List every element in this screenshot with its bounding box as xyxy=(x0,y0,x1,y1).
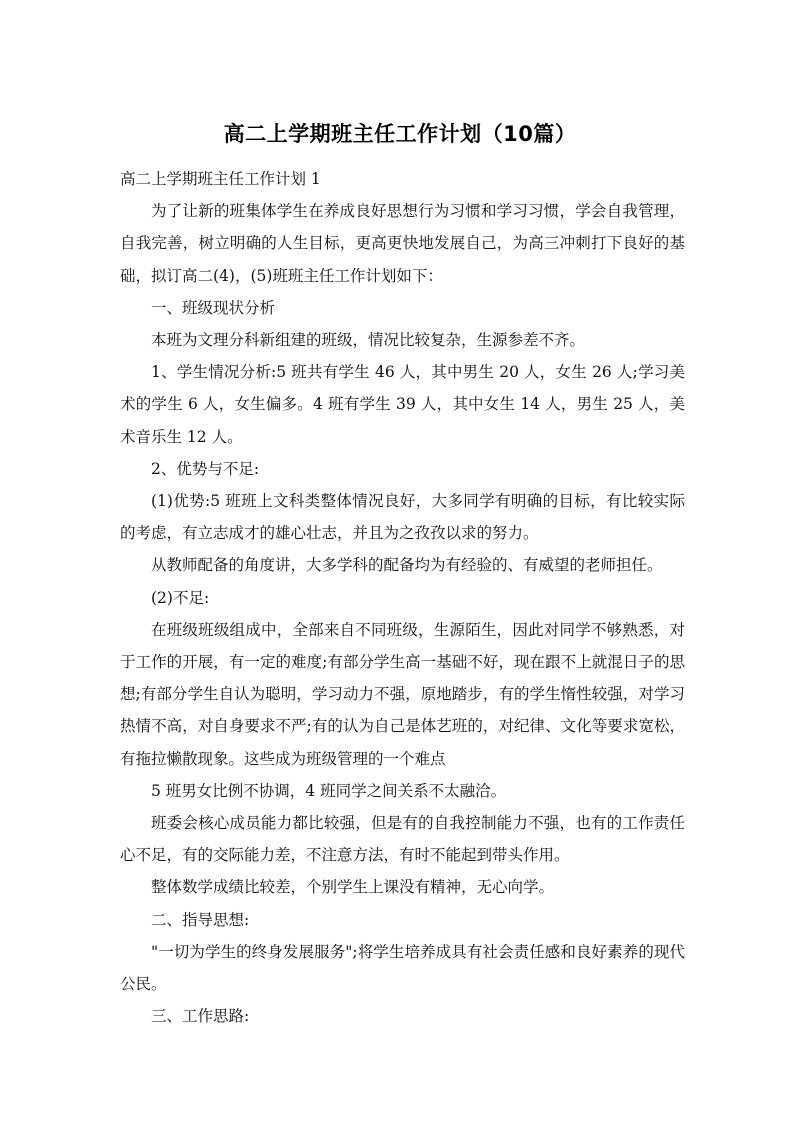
section-heading: 三、工作思路: xyxy=(151,1007,250,1026)
body-paragraph: 1、学生情况分析:5 班共有学生 46 人，其中男生 20 人，女生 26 人;学习美术的学生 6 人，女生偏多。4 班有学生 39 人，其中女生 14 人，男生 25 人，美术音乐生 12 人。 xyxy=(120,363,685,446)
subsection-heading: 2、优势与不足: xyxy=(151,459,260,478)
section-heading: 一、班级现状分析 xyxy=(151,298,276,317)
document-body xyxy=(120,163,685,1032)
body-paragraph: 整体数学成绩比较差，个别学生上课没有精神，无心向学。 xyxy=(151,878,555,897)
body-paragraph: 为了让新的班集体学生在养成良好思想行为习惯和学习习惯，学会自我管理，自我完善，树立明确的人生目标，更高更快地发展自己，为高三冲刺打下良好的基础，拟订高二(4)，(5)班班主任工作计划如下： xyxy=(120,202,685,285)
section-heading: 二、指导思想: xyxy=(151,910,250,929)
body-paragraph: "一切为学生的终身发展服务";将学生培养成具有社会责任感和良好素养的现代公民。 xyxy=(120,942,685,994)
body-paragraph: 在班级班级组成中，全部来自不同班级，生源陌生，因此对同学不够熟悉，对于工作的开展，有一定的难度;有部分学生高一基础不好，现在跟不上就混日子的思想;有部分学生自认为聪明，学习动力不强，原地踏步，有的学生惰性较强，对学习热情不高，对自身要求不严;有的认为自己是体艺班的，对纪律、文化等要求宽松，有拖拉懒散现象。这些成为班级管理的一个难点 xyxy=(120,620,685,768)
subsection-heading: (2)不足: xyxy=(151,588,210,607)
body-paragraph: 5 班男女比例不协调，4 班同学之间关系不太融洽。 xyxy=(151,781,507,800)
body-paragraph: 从教师配备的角度讲，大多学科的配备均为有经验的、有威望的老师担任。 xyxy=(151,556,663,575)
body-paragraph: 班委会核心成员能力都比较强，但是有的自我控制能力不强，也有的工作责任心不足，有的交际能力差，不注意方法，有时不能起到带头作用。 xyxy=(120,814,685,865)
body-paragraph: (1)优势:5 班班上文科类整体情况良好，大多同学有明确的目标，有比较实际的考虑，有立志成才的雄心壮志，并且为之孜孜以求的努力。 xyxy=(120,492,685,543)
document-title: 高二上学期班主任工作计划（10篇） xyxy=(223,122,577,146)
subtitle-paragraph: 高二上学期班主任工作计划 1 xyxy=(120,170,321,188)
body-paragraph: 本班为文理分科新组建的班级，情况比较复杂，生源参差不齐。 xyxy=(151,331,586,350)
